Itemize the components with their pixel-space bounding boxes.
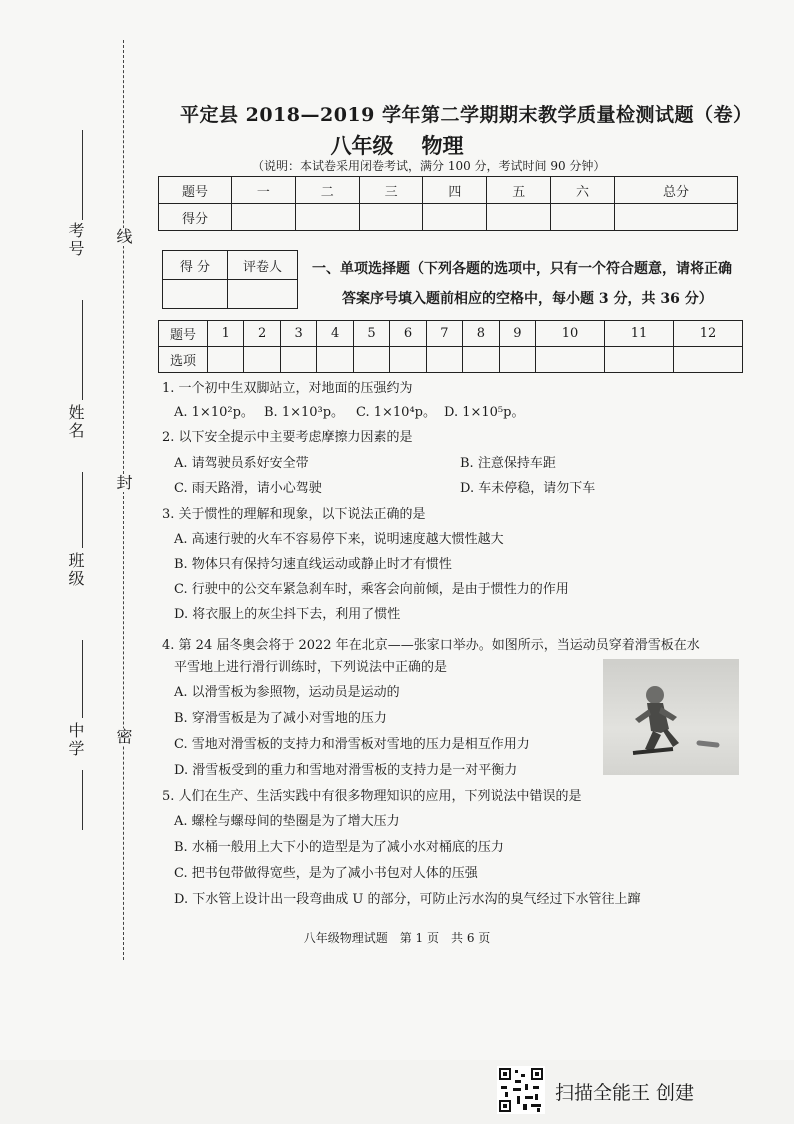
q1-option-c: C. 1×10⁴p。	[356, 405, 436, 420]
answer-cell	[463, 347, 499, 373]
q5-option-b: B. 水桶一般用上大下小的造型是为了减小水对桶底的压力	[174, 840, 504, 855]
q5-stem: 5. 人们在生产、生活实践中有很多物理知识的应用，下列说法中错误的是	[162, 789, 582, 804]
answer-number-cell: 5	[353, 321, 389, 347]
section1-heading	[312, 254, 752, 314]
exam-note: （说明：本试卷采用闭卷考试，满分 100 分，考试时间 90 分钟）	[252, 159, 606, 173]
qr-code-icon	[497, 1066, 545, 1114]
answer-cell	[499, 347, 535, 373]
answer-cell	[244, 347, 280, 373]
score-header-cell: 二	[295, 177, 359, 204]
answer-number-cell: 11	[605, 321, 674, 347]
section1-heading-line2: 答案序号填入题前相应的空格中，每小题 3 分，共 36 分）	[342, 291, 713, 307]
q1-stem: 1. 一个初中生双脚站立，对地面的压强约为	[162, 381, 413, 396]
q2-option-d: D. 车未停稳，请勿下车	[460, 481, 596, 496]
score-cell	[487, 204, 551, 231]
q5-option-d: D. 下水管上设计出一段弯曲成 U 的部分，可防止污水沟的臭气经过下水管往上蹿	[174, 892, 641, 907]
exam-subtitle	[0, 130, 794, 160]
score-row-label: 得分	[159, 204, 232, 231]
grader-table	[162, 250, 298, 309]
skier-photo	[603, 659, 739, 775]
q4-option-c: C. 雪地对滑雪板的支持力和滑雪板对雪地的压力是相互作用力	[174, 737, 530, 752]
q4-stem: 4. 第 24 届冬奥会将于 2022 年在北京——张家口举办。如图所示，当运动员穿着滑雪板在水	[162, 638, 700, 653]
grader-score-cell	[163, 280, 228, 309]
answer-cell	[605, 347, 674, 373]
score-cell	[423, 204, 487, 231]
score-header-cell: 一	[232, 177, 296, 204]
margin-bottom-line	[82, 770, 83, 830]
q3-option-c: C. 行驶中的公交车紧急刹车时，乘客会向前倾，是由于惯性力的作用	[174, 582, 569, 597]
grader-score-label: 得 分	[163, 251, 228, 280]
score-cell	[614, 204, 737, 231]
answer-cell	[208, 347, 244, 373]
margin-school-line	[82, 640, 83, 718]
q1-option-b: B. 1×10³p。	[264, 405, 345, 420]
grade-label: 八年级	[330, 133, 394, 158]
answer-cell	[390, 347, 426, 373]
q4-stem-line2: 平雪地上进行滑行训练时，下列说法中正确的是	[174, 660, 448, 675]
answer-number-cell: 10	[536, 321, 605, 347]
q2-option-c: C. 雨天路滑，请小心驾驶	[174, 481, 322, 496]
margin-line-char: 线	[114, 228, 133, 246]
q4-option-d: D. 滑雪板受到的重力和雪地对滑雪板的支持力是一对平衡力	[174, 763, 518, 778]
q3-option-b: B. 物体只有保持匀速直线运动或静止时才有惯性	[174, 557, 452, 572]
margin-name-line	[82, 300, 83, 400]
scanner-brand: 扫描全能王 创建	[555, 1082, 695, 1104]
section1-heading-line1: 一、单项选择题（下列各题的选项中，只有一个符合题意，请将正确	[312, 261, 732, 277]
answer-number-cell: 12	[673, 321, 742, 347]
grader-name-cell	[228, 280, 298, 309]
exam-title: 平定县 2018—2019 学年第二学期期末教学质量检测试题（卷）	[180, 104, 753, 126]
score-cell	[295, 204, 359, 231]
answer-number-cell: 8	[463, 321, 499, 347]
score-cell	[232, 204, 296, 231]
q5-option-a: A. 螺栓与螺母间的垫圈是为了增大压力	[174, 814, 400, 829]
answer-cell	[353, 347, 389, 373]
q2-stem: 2. 以下安全提示中主要考虑摩擦力因素的是	[162, 430, 413, 445]
subject-label: 物理	[421, 133, 464, 158]
page-footer: 八年级物理试题 第 1 页 共 6 页	[303, 931, 491, 945]
margin-exam-no-label: 考号	[66, 222, 85, 258]
answer-cell	[536, 347, 605, 373]
q3-option-a: A. 高速行驶的火车不容易停下来，说明速度越大惯性越大	[174, 532, 504, 547]
skier-figure-icon	[603, 659, 739, 775]
grader-name-label: 评卷人	[228, 251, 298, 280]
score-header-cell: 四	[423, 177, 487, 204]
score-header-cell: 总分	[614, 177, 737, 204]
score-header-cell: 题号	[159, 177, 232, 204]
answer-table	[158, 320, 743, 373]
answer-row-label: 选项	[159, 347, 208, 373]
answer-number-cell: 4	[317, 321, 353, 347]
q3-stem: 3. 关于惯性的理解和现象，以下说法正确的是	[162, 507, 426, 522]
answer-cell	[426, 347, 462, 373]
margin-class-label: 班级	[66, 552, 85, 588]
score-cell	[551, 204, 615, 231]
answer-number-cell: 2	[244, 321, 280, 347]
score-header-cell: 五	[487, 177, 551, 204]
margin-secret-char: 密	[114, 728, 133, 746]
answer-number-cell: 6	[390, 321, 426, 347]
answer-number-cell: 1	[208, 321, 244, 347]
answer-header-label: 题号	[159, 321, 208, 347]
score-header-cell: 六	[551, 177, 615, 204]
margin-class-line	[82, 472, 83, 548]
margin-school-label: 中学	[66, 722, 85, 758]
score-header-cell: 三	[359, 177, 423, 204]
answer-cell	[317, 347, 353, 373]
q3-option-d: D. 将衣服上的灰尘抖下去，利用了惯性	[174, 607, 401, 622]
margin-seal-char: 封	[114, 474, 133, 492]
q4-option-a: A. 以滑雪板为参照物，运动员是运动的	[174, 685, 400, 700]
q1-option-d: D. 1×10⁵p。	[444, 405, 525, 420]
q2-option-b: B. 注意保持车距	[460, 456, 556, 471]
q5-option-c: C. 把书包带做得宽些，是为了减小书包对人体的压强	[174, 866, 478, 881]
q4-option-b: B. 穿滑雪板是为了减小对雪地的压力	[174, 711, 387, 726]
score-cell	[359, 204, 423, 231]
answer-number-cell: 3	[280, 321, 316, 347]
q2-option-a: A. 请驾驶员系好安全带	[174, 456, 309, 471]
answer-number-cell: 9	[499, 321, 535, 347]
margin-name-label: 姓名	[66, 404, 85, 440]
score-table	[158, 176, 738, 231]
binding-dashed-line	[123, 40, 124, 960]
answer-number-cell: 7	[426, 321, 462, 347]
answer-cell	[280, 347, 316, 373]
q1-option-a: A. 1×10²p。	[174, 405, 254, 420]
answer-cell	[673, 347, 742, 373]
